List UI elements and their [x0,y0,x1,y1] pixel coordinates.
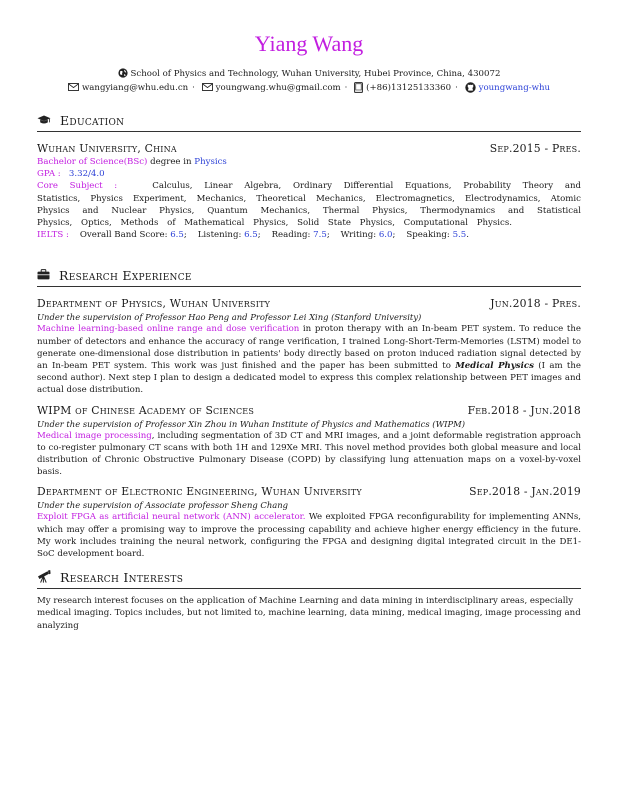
core-subjects [37,180,581,229]
research-text: , including segmentation of 3D CT and MRI images, and a joint deformable registration approach to co-register pulmonary CT scans with both 1H and 129Xe MRI. This novel method provides both global measure and local distribution of Chronic Obstructive Pulmonary Disease (COPD) by classifying lung attenuation maps on a voxel-by-voxel basis. [37,430,581,478]
degree-field: Physics [194,157,227,167]
ielts-speaking-value: 5.5 [452,230,467,241]
contact-row [37,81,581,95]
education-heading: Education [60,112,125,128]
research-description [37,323,581,396]
ielts-writing-label: Writing: [340,230,379,241]
research-supervisor: Under the supervision of Professor Xin Zhou in Wuhan Institute of Physics and Mathematics (WIPM) [37,418,465,429]
separator-dot: · [344,83,348,93]
core-text: Calculus, Linear Algebra, Ordinary Differential Equations, Probability Theory and Statistics, Physics Experiment, Mechanics, Theoretical Mechanics, Electromagnetics, Electrodynamics, Atomic Physics and Nuclear Physics, Quantum Mechanics, Thermal Physics, Thermodynamics and Statistical Physics, Optics, Methods of Mathematical Physics, Solid State Physics, Computational Physics. [37,181,581,229]
phone-number[interactable]: (+86)13125133360 [366,83,452,93]
section-divider [37,588,581,589]
research-highlight: Medical image processing [37,430,152,441]
briefcase-icon [37,269,50,280]
research-description [37,511,581,560]
research-dates: Jun.2018 - Pres. [490,297,581,311]
education-entry-head [37,142,581,156]
ielts-label: IELTS : [37,230,69,241]
core-label: Core Subject : [37,181,118,192]
education-section-title [37,112,581,128]
contact-block [37,67,581,95]
journal-name: Medical Physics [455,361,534,372]
github-link[interactable]: youngwang-whu [478,83,551,93]
envelope-icon [202,83,213,91]
ielts-overall-value: 6.5 [170,230,184,241]
github-icon [465,82,476,93]
interests-section-title [37,569,581,585]
research-text: in proton therapy with an In-beam PET system. To reduce the number of detectors and enhance the accuracy of range verification, I trained Long-Short-Term-Memories (LSTM) model to generate one-dimensional dose distribution in patients' body directly based on proton induced radiation signal detected by an In-beam PET system. This work was just finished and the paper has been submitted to [37,324,581,372]
research-entry-head [37,297,581,311]
research-org: WIPM of Chinese Academy of Sciences [37,403,255,417]
envelope-icon [68,83,79,91]
ielts-speaking-label: Speaking: [406,230,453,241]
research-supervisor: Under the supervision of Professor Hao Peng and Professor Lei Xing (Stanford University) [37,312,422,323]
person-name: Yiang Wang [254,31,364,56]
degree-mid: degree in [147,157,195,167]
education-dates: Sep.2015 - Pres. [489,142,581,155]
ielts-overall-label: Overall Band Score: [79,230,171,241]
section-divider [37,286,581,287]
research-highlight: Machine learning-based online range and dose verification [37,324,300,335]
research-text: (I am the second author). Next step I plan to design a dedicated model to express this complex relationship between PET images and actual dose distribution. [37,361,581,396]
gpa-value: 3.32/4.0 [68,169,105,180]
separator-dot: · [455,83,458,93]
ielts-listening-value: 6.5 [244,230,258,241]
address-row [37,67,581,81]
research-entry [37,297,581,396]
section-divider [37,131,581,132]
gpa-label: GPA : [37,169,61,180]
research-text: We exploited FPGA reconfigurability for implementing ANNs, which may offer a promising way to improve the processing capability and achieve higher energy efficiency in the future. My work includes training the neural network, configuring the FPGA and designing digital integrated circuit in the DE1-SoC development board. [37,512,581,560]
ielts-line: IELTS : Overall Band Score: 6.5; Listening: 6.5; Reading: 7.5; Writing: 6.0; Speaking: 5.5. [37,230,469,241]
research-dates: Feb.2018 - Jun.2018 [467,403,581,417]
telescope-icon [37,570,51,583]
interests-text: My research interest focuses on the application of Machine Learning and data mining in interdisciplinary areas, especially medical imaging. Topics includes, but not limited to, machine learning, data mining, medical imaging, image processing and analyzing [37,596,581,631]
degree-label: Bachelor of Science(BSc) [37,157,148,167]
tablet-icon [354,82,363,93]
interests-heading: Research Interests [60,569,184,585]
ielts-listening-label: Listening: [197,230,245,241]
research-org: Department of Electronic Engineering, Wuhan University [37,485,362,499]
email-2[interactable]: youngwang.whu@gmail.com [215,83,341,93]
research-section-title [37,267,581,283]
research-supervisor: Under the supervision of Associate professor Sheng Chang [37,500,288,511]
ielts-reading-label: Reading: [271,230,314,241]
globe-icon [118,68,128,78]
research-heading: Research Experience [59,267,192,283]
research-entry-head [37,404,581,418]
ielts-reading-value: 7.5 [313,230,327,241]
research-highlight: Exploit FPGA as artificial neural network (ANN) accelerator. [37,512,306,523]
research-entry-head [37,485,581,499]
degree-line [37,156,581,168]
email-1[interactable]: wangyiang@whu.edu.cn [81,83,189,93]
ielts-writing-value: 6.0 [378,230,393,241]
separator-dot: · [192,83,195,93]
graduation-cap-icon [37,115,51,125]
research-entry [37,485,581,560]
school-name: Wuhan University, China [37,142,177,155]
research-org: Department of Physics, Wuhan University [37,297,271,311]
address-text: School of Physics and Technology, Wuhan University, Hubei Province, China, 430072 [130,69,501,79]
research-dates: Sep.2018 - Jan.2019 [469,485,581,499]
research-description [37,430,581,479]
research-entry [37,404,581,479]
gpa-line [37,168,581,180]
